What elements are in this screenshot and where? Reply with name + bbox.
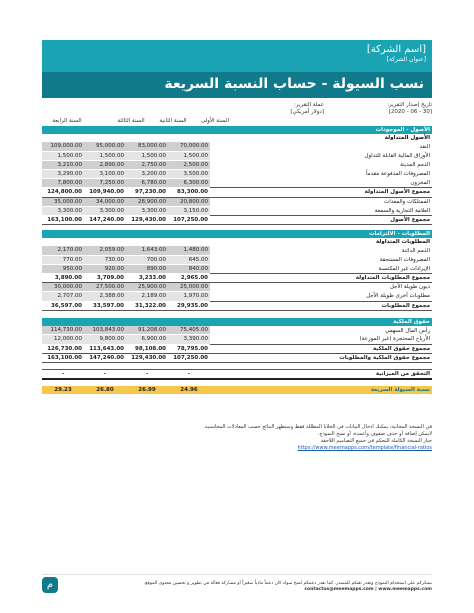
equity-section-title: حقوق الملكية: [42, 318, 432, 326]
current-liabilities-total-row: 3,890.00 3,709.00 3,233.00 2,965.00 مجموع المطلوبات المتداولة: [42, 273, 432, 282]
liabilities-section-title: المطلوبات - الالتزامات: [42, 230, 432, 238]
table-row: 109,000.00 95,000.00 83,000.00 70,000.00 النقد: [42, 142, 432, 151]
column-header-year4: السنة الرابعة: [52, 118, 82, 124]
table-row: 35,000.00 34,000.00 28,900.00 20,800.00 الممتلكات والمعدات: [42, 197, 432, 206]
note-line: لايمكن إضافة أو حذف صفوف وأعمدة، أو نسخ النموذج.: [317, 431, 432, 437]
note-line: خيار النسخة الكاملة للتحكم في جميع التصاميم اللاحقة: [320, 438, 432, 444]
template-link[interactable]: https://www.meemapps.com/template/financial-ratios: [297, 445, 432, 451]
page-title: نسب السيولة - حساب النسبة السريعة: [164, 76, 424, 92]
title-bar: [42, 72, 432, 98]
column-header-year3: السنة الثالثة: [117, 118, 145, 124]
column-header-year2: السنة الثانية: [159, 118, 187, 124]
assets-table: [42, 126, 432, 225]
current-liabilities-header: المطلوبات المتداولة: [375, 239, 430, 246]
equity-and-liabilities-total-row: 163,100.00 147,240.00 129,430.00 107,250.00 مجموع حقوق الملكية والمطلوبات: [42, 353, 432, 362]
meem-logo-icon: م: [42, 577, 58, 593]
quick-ratio-row: 29.23 26.80 26.99 24.96 نسبة السيولة السريعة: [42, 386, 432, 394]
table-row: 3,210.00 2,890.00 2,750.00 2,500.00 الذمم المدينة: [42, 160, 432, 169]
liabilities-table: [42, 230, 432, 311]
table-row: 7,800.00 7,250.00 6,780.00 6,300.00 المخزون: [42, 179, 432, 188]
table-row: 950.00 920.00 890.00 840.00 الإيرادات غير المكتسبة: [42, 264, 432, 273]
note-line: في النسخة المجانية، يمكنك ادخال البيانات في الخلايا المظللة فقط وستظهر النتائج حسب المعادلات المحاسبية.: [203, 424, 432, 430]
total-equity-row: 126,730.00 113,643.00 98,108.00 78,795.00 مجموع حقوق الملكية: [42, 344, 432, 353]
column-header-year1: السنة الأولى: [200, 118, 230, 124]
company-name: [اسم الشركة]: [366, 44, 426, 55]
table-row: 12,000.00 9,800.00 6,900.00 3,390.00 الأرباح المحتجزة (غير الموزعة): [42, 335, 432, 344]
footer-contact[interactable]: contactus@meemapps.com | www.meemapps.com: [304, 587, 432, 592]
assets-section-title: الأصول - الموجودات: [42, 126, 432, 134]
notes-block: [182, 424, 432, 452]
footer-text: نشكركم على استخدام النموذج ونقدر ثقتكم للمصدر. كما نقدر دعمكم لمنح سواء كان دعماً مادياً صغيراً أو مشاركة فعالة في تطوير و تحسين محتوى الموقع. contactus@meemapps.com | www.meemapps.com: [143, 581, 432, 592]
current-assets-header: الأصول المتداولة: [384, 135, 430, 142]
table-row: 114,730.00 103,843.00 91,208.00 75,405.00 رأس المال السهمي: [42, 326, 432, 335]
balance-check-row: - - - - التحقق من الميزانية: [42, 369, 432, 379]
company-address: [عنوان الشركة]: [386, 56, 426, 63]
report-currency: عملة التقرير: [دولار أمريكي]: [290, 102, 324, 115]
total-assets-row: 163,100.00 147,240.00 129,430.00 107,250.00 مجموع الأصول: [42, 215, 432, 224]
current-assets-total-row: 124,800.00 109,940.00 97,230.00 83,300.00 مجموع الأصول المتداولة: [42, 188, 432, 197]
table-row: 770.00 730.00 700.00 645.00 المصروفات المستحقة: [42, 255, 432, 264]
table-row: 2,170.00 2,059.00 1,643.00 1,480.00 الذمم الدائنة: [42, 246, 432, 255]
total-liabilities-row: 36,597.00 33,597.00 31,322.00 29,935.00 مجموع المطلوبات: [42, 301, 432, 310]
report-date: تاريخ إصدار التقرير: [30 - 06 - 2020]: [387, 102, 432, 115]
table-row: 2,707.00 2,388.00 2,189.00 1,970.00 مطلوبات أخرى طويلة الأجل: [42, 292, 432, 301]
table-row: 1,500.00 1,500.00 1,500.00 1,500.00 الأوراق المالية القابلة للتداول: [42, 151, 432, 160]
table-row: 30,000.00 27,500.00 25,900.00 25,000.00 ديون طويلة الأجل: [42, 283, 432, 292]
footer: [42, 574, 432, 597]
table-row: 3,300.00 3,300.00 3,300.00 3,150.00 العلامة التجارية والسمعة: [42, 206, 432, 215]
table-row: 3,290.00 3,100.00 3,200.00 3,500.00 المصروفات المدفوعة مقدماً: [42, 169, 432, 178]
equity-table: [42, 318, 432, 394]
